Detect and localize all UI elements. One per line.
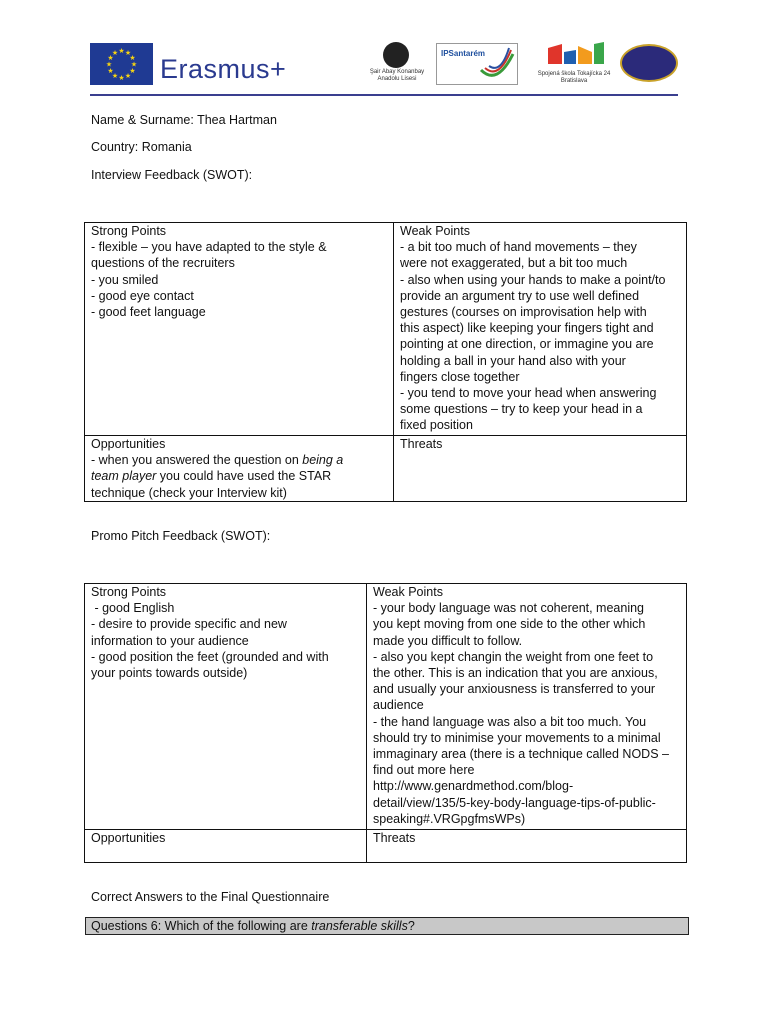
svg-text:★: ★ — [107, 54, 114, 62]
strong-point-line: - desire to provide specific and new — [91, 617, 287, 632]
strong-point-line: your points towards outside) — [91, 666, 248, 681]
weak-point-line: fingers close together — [400, 369, 520, 384]
school-logo-sair-abay — [366, 42, 426, 88]
interview-opportunities-cell — [85, 436, 394, 502]
question-6-suffix: ? — [407, 919, 415, 933]
strong-point-line: - you smiled — [91, 272, 159, 287]
reference-url-line: speaking#.VRGpgfmsWPs) — [373, 811, 526, 826]
header-logos — [90, 40, 678, 96]
svg-text:★: ★ — [107, 67, 114, 75]
school-logo-ipsantarem — [436, 43, 518, 85]
weak-point-line: some questions – try to keep your head in a — [400, 402, 643, 417]
logo3-caption-line2: Bratislava — [560, 78, 588, 84]
strong-point-line: - good position the feet (grounded and with — [91, 649, 329, 664]
svg-text:★: ★ — [105, 60, 113, 69]
opportunity-line — [91, 452, 387, 468]
strong-point-line: - good feet language — [91, 305, 206, 320]
weak-point-line: this aspect) like keeping your fingers tight and — [400, 321, 654, 336]
weak-point-line: were not exaggerated, but a bit too much — [400, 256, 628, 271]
swot-row-bottom — [85, 436, 687, 502]
promo-strong-cell — [85, 584, 367, 830]
svg-text:★: ★ — [124, 72, 132, 80]
promo-weak-cell — [367, 584, 687, 830]
weak-point-line: - also when using your hands to make a point/to — [400, 272, 666, 287]
promo-opportunities-cell — [85, 830, 367, 863]
interview-weak-cell — [394, 223, 687, 436]
interview-swot-table — [84, 222, 687, 502]
opportunities-title: Opportunities — [91, 831, 166, 845]
weak-point-line: immaginary area (there is a technique called NODS – — [373, 747, 669, 762]
eu-flag-logo — [90, 43, 153, 85]
weak-point-line: - your body language was not coherent, meaning — [373, 601, 645, 616]
logo2-text: IPSantarém — [441, 49, 486, 58]
weak-point-line: - also you kept changin the weight from one feet to — [373, 649, 654, 664]
interview-strong-cell — [85, 223, 394, 436]
opportunity-line — [91, 468, 387, 484]
threats-title: Threats — [400, 437, 443, 451]
promo-pitch-heading: Promo Pitch Feedback (SWOT): — [91, 529, 271, 543]
svg-text:★: ★ — [129, 54, 136, 62]
logo3-caption-line1: Spojená škola Tokajícka 24 — [537, 71, 611, 77]
weak-point-line: find out more here — [373, 763, 475, 778]
interview-feedback-heading: Interview Feedback (SWOT): — [91, 168, 253, 182]
opportunity-text: - when you answered the question on — [91, 453, 303, 468]
opportunity-line: technique (check your Interview kit) — [91, 485, 287, 500]
strong-points-title: Strong Points — [91, 585, 167, 599]
weak-point-line: gestures (courses on improvisation help with — [400, 305, 647, 320]
header-divider — [90, 94, 678, 96]
weak-point-line: fixed position — [400, 418, 473, 433]
svg-text:★: ★ — [111, 49, 119, 57]
svg-text:★: ★ — [118, 47, 125, 55]
logo1-caption-line2: Anadolu Lisesi — [377, 76, 417, 82]
promo-threats-cell — [367, 830, 687, 863]
weak-points-title: Weak Points — [373, 585, 443, 599]
reference-url-line: http://www.genardmethod.com/blog- — [373, 779, 574, 794]
weak-point-line: provide an argument try to use well defined — [400, 288, 640, 303]
strong-points-title: Strong Points — [91, 224, 167, 238]
weak-point-line: - the hand language was also a bit too much. You — [373, 714, 647, 729]
strong-point-line: - good English — [91, 601, 175, 616]
svg-text:★: ★ — [129, 67, 136, 75]
weak-point-line: - a bit too much of hand movements – they — [400, 240, 637, 255]
swot-row-top — [85, 584, 687, 830]
weak-point-line: the other. This is an indication that you are anxious, — [373, 666, 658, 681]
weak-point-line: - you tend to move your head when answering — [400, 386, 657, 401]
weak-points-title: Weak Points — [400, 224, 470, 238]
question-6-bar — [85, 917, 689, 935]
weak-point-line: audience — [373, 698, 424, 713]
reference-url-line: detail/view/135/5-key-body-language-tips-of-public- — [373, 795, 656, 810]
eu-stars-icon — [90, 43, 153, 85]
opportunity-italic-text: being a — [302, 453, 344, 468]
opportunity-italic-text: team player — [91, 469, 157, 484]
school-emblem-icon — [383, 42, 409, 68]
name-surname: Name & Surname: Thea Hartman — [91, 113, 277, 127]
swoosh-icon — [479, 46, 515, 82]
question-6-text: Questions 6: Which of the following are — [91, 919, 312, 933]
school-logo-bratislava — [534, 40, 614, 86]
svg-text:★: ★ — [118, 74, 125, 82]
threats-title: Threats — [373, 831, 416, 845]
strong-point-line: - flexible – you have adapted to the style & — [91, 240, 327, 255]
promo-swot-table — [84, 583, 687, 863]
strong-point-line: questions of the recruiters — [91, 256, 235, 271]
strong-point-line: information to your audience — [91, 633, 249, 648]
question-6-emphasis: transferable skills — [311, 919, 408, 933]
svg-text:★: ★ — [124, 49, 132, 57]
opportunities-title: Opportunities — [91, 437, 166, 451]
country: Country: Romania — [91, 140, 192, 154]
weak-point-line: you kept moving from one side to the other which — [373, 617, 646, 632]
interview-threats-cell — [394, 436, 687, 502]
school-badge-logo — [620, 44, 678, 82]
weak-point-line: holding a ball in your hand also with your — [400, 353, 626, 368]
logo1-caption-line1: Şair Abay Konanbay — [369, 69, 425, 75]
svg-text:★: ★ — [130, 60, 138, 69]
final-questionnaire-heading: Correct Answers to the Final Questionnaire — [91, 890, 330, 904]
strong-point-line: - good eye contact — [91, 288, 194, 303]
weak-point-line: made you difficult to follow. — [373, 633, 523, 648]
weak-point-line: pointing at one direction, or immagine you are — [400, 337, 654, 352]
opportunity-text: you could have used the STAR — [156, 469, 332, 484]
svg-text:★: ★ — [111, 72, 119, 80]
weak-point-line: should try to minimise your movements to a minimal — [373, 730, 661, 745]
weak-point-line: and usually your anxiousness is transferred to your — [373, 682, 656, 697]
erasmus-logo-text: Erasmus+ — [160, 54, 287, 84]
swot-row-top — [85, 223, 687, 436]
colored-blocks-icon — [534, 40, 614, 70]
swot-row-bottom — [85, 830, 687, 863]
